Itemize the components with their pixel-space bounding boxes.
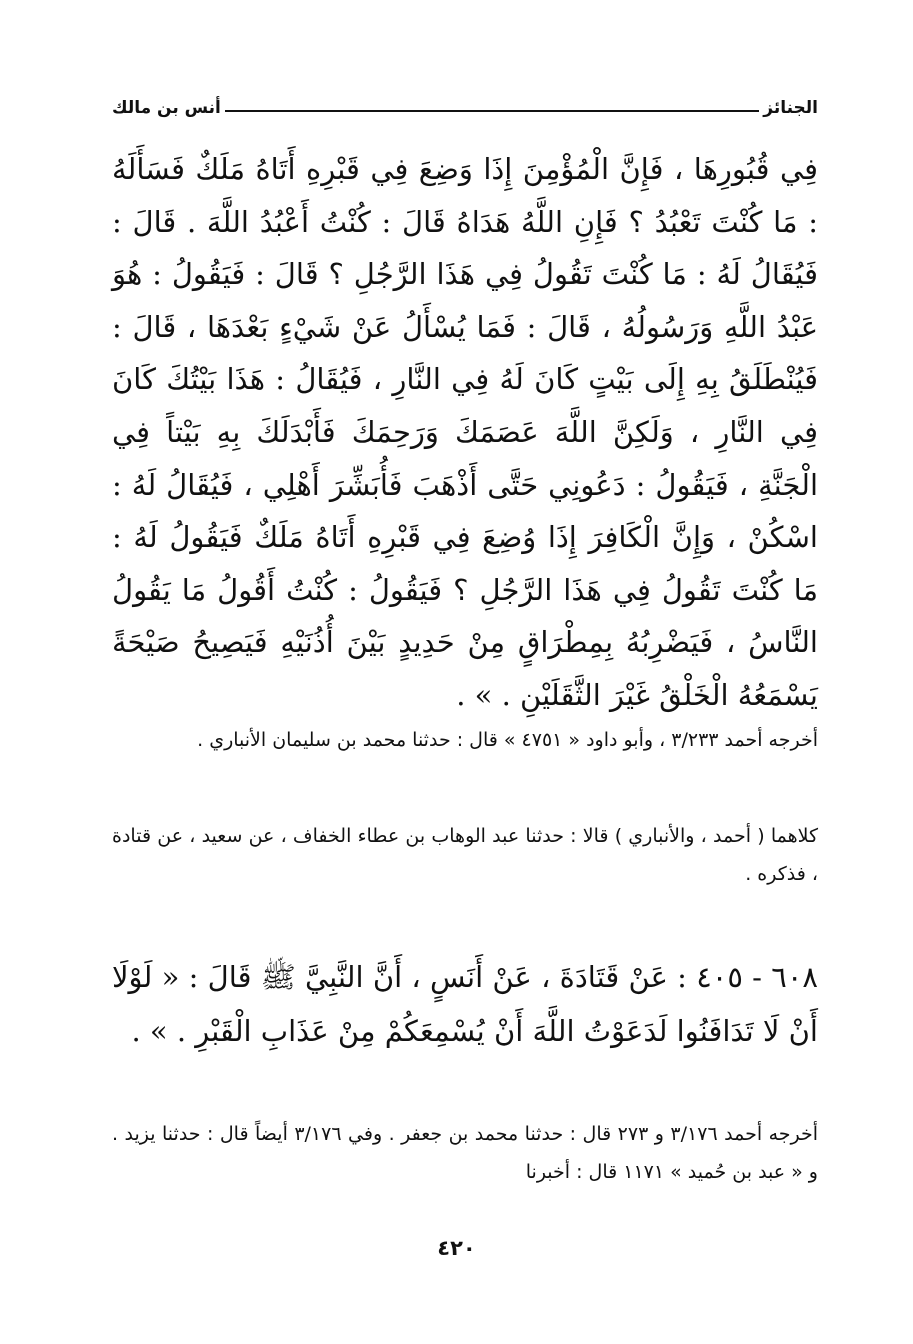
hadith-text-continued: فِي قُبُورِهَا ، فَإِنَّ الْمُؤْمِنَ إِذَا وَضِعَ فِي قَبْرِهِ أَتَاهُ مَلَكٌ فَسَأَلَهُ : مَا كُنْتَ تَعْبُدُ ؟ فَإِنِ اللَّهُ هَدَاهُ قَالَ : كُنْتُ أَعْبُدُ اللَّهَ . قَالَ : فَيُقَالُ لَهُ : مَا كُنْتَ تَقُولُ فِي هَذَا الرَّجُلِ ؟ قَالَ : فَيَقُولُ : هُوَ عَبْدُ اللَّهِ وَرَسُولُهُ ، قَالَ : فَمَا يُسْأَلُ عَنْ شَيْءٍ بَعْدَهَا ، قَالَ : فَيُنْطَلَقُ بِهِ إِلَى بَيْتٍ كَانَ لَهُ فِي النَّارِ ، فَيُقَالُ : هَذَا بَيْتُكَ كَانَ فِي النَّارِ ، وَلَكِنَّ اللَّهَ عَصَمَكَ وَرَحِمَكَ فَأَبْدَلَكَ بِهِ بَيْتاً فِي الْجَنَّةِ ، فَيَقُولُ : دَعُونِي حَتَّى أَذْهَبَ فَأُبَشِّرَ أَهْلِي ، فَيُقَالُ لَهُ : اسْكُنْ ، وَإِنَّ الْكَافِرَ إِذَا وُضِعَ فِي قَبْرِهِ أَتَاهُ مَلَكٌ فَيَقُولُ لَهُ : مَا كُنْتَ تَقُولُ فِي هَذَا الرَّجُلِ ؟ فَيَقُولُ : كُنْتُ أَقُولُ مَا يَقُولُ النَّاسُ ، فَيَضْرِبُهُ بِمِطْرَاقٍ مِنْ حَدِيدٍ بَيْنَ أُذُنَيْهِ فَيَصِيحُ صَيْحَةً يَسْمَعُهُ الْخَلْقُ غَيْرَ الثَّقَلَيْنِ . » .: [112, 152, 818, 712]
takhrij-note: كلاهما ( أحمد ، والأنباري ) قالا : حدثنا عبد الوهاب بن عطاء الخفاف ، عن سعيد ، عن قتادة ، فذكره .: [112, 825, 818, 885]
takhrij-note: أخرجه أحمد ٣/٢٣٣ ، وأبو داود « ٤٧٥١ » قال : حدثنا محمد بن سليمان الأنباري .: [197, 729, 818, 751]
page-number: ٤٢٠: [437, 1236, 476, 1260]
running-header: [112, 88, 818, 118]
hadith-text: ٦٠٨ - ٤٠٥ : عَنْ قَتَادَةَ ، عَنْ أَنَسٍ ، أَنَّ النَّبِيَّ ﷺ قَالَ : « لَوْلَا أَنْ لَا تَدَافَنُوا لَدَعَوْتُ اللَّهَ أَنْ يُسْمِعَكُمْ مِنْ عَذَابِ الْقَبْرِ . » .: [112, 960, 818, 1048]
header-rule: [225, 110, 759, 112]
takhrij-note: أخرجه أحمد ٣/١٧٦ و ٢٧٣ قال : حدثنا محمد بن جعفر . وفي ٣/١٧٦ أيضاً قال : حدثنا يزيد . و « عبد بن حُميد » ١١٧١ قال : أخبرنا: [112, 1123, 819, 1183]
narrator-title: أنس بن مالك: [112, 98, 221, 118]
chapter-title: الجنائز: [763, 98, 818, 118]
